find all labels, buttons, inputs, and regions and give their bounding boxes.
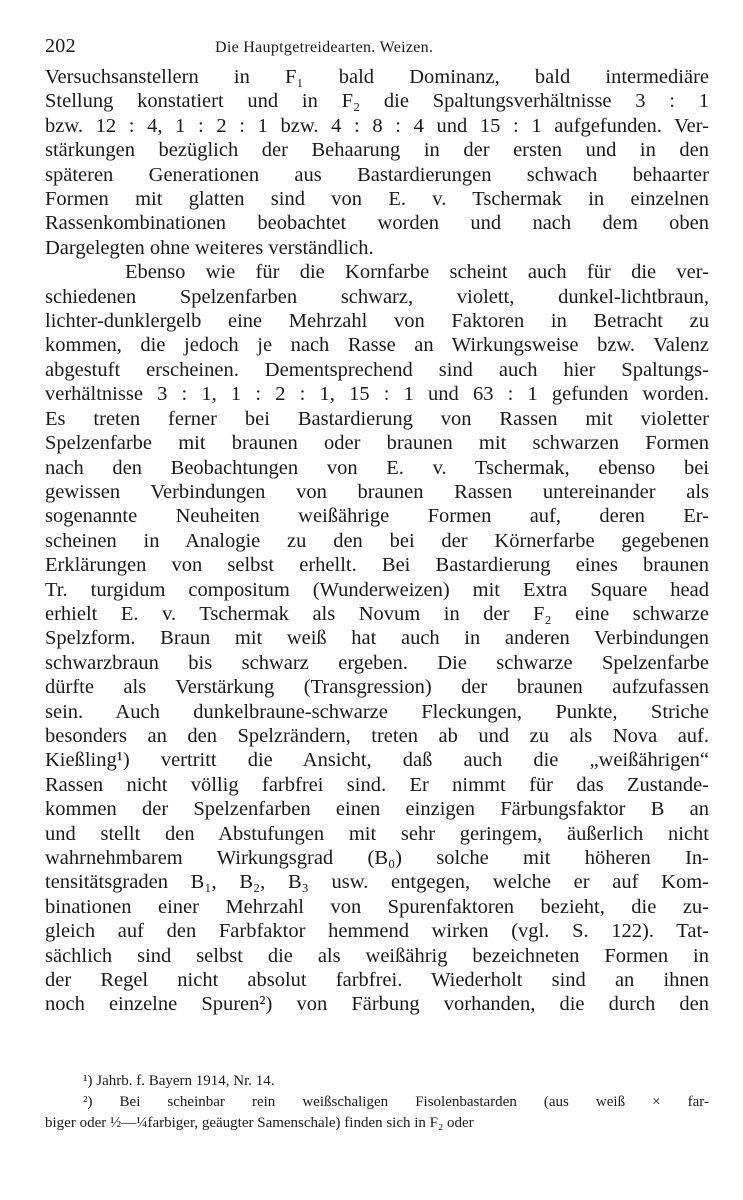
text-line: Spelzenfarbe mit braunen oder braunen mit schwarzen Formen	[45, 432, 709, 455]
text-line: abgestuft erscheinen. Dementsprechend sind auch hier Spaltungs-	[45, 358, 709, 381]
text-line: wahrnehmbarem Wirkungsgrad (B₀) solche mit höheren In-	[45, 847, 709, 869]
text-line: stärkungen bezüglich der Behaarung in der ersten und in den	[45, 139, 709, 162]
text-line: binationen einer Mehrzahl von Spurenfaktoren bezieht, die zu-	[45, 895, 709, 918]
running-head: Die Hauptgetreidearten. Weizen.	[215, 39, 434, 56]
text-line: späteren Generationen aus Bastardierungen schwach behaarter	[45, 163, 709, 186]
text-line: sogenannte Neuheiten weißährige Formen auf, deren Er-	[45, 505, 709, 528]
text-line: erhielt E. v. Tschermak als Novum in der F₂ eine schwarze	[45, 602, 709, 625]
page-header	[45, 35, 709, 65]
text-line: Tr. turgidum compositum (Wunderweizen) mit Extra Square head	[45, 578, 709, 601]
text-line: noch einzelne Spuren²) von Färbung vorhanden, die durch den	[45, 993, 709, 1016]
footnotes	[45, 1071, 709, 1134]
text-line: kommen der Spelzenfarben einen einzigen Färbungsfaktor B an	[45, 798, 709, 821]
text-line: Versuchsanstellern in F₁ bald Dominanz, bald intermediäre	[45, 66, 709, 88]
text-line: Kießling¹) vertritt die Ansicht, daß auch die „weißährigen“	[45, 749, 709, 772]
footnote-1: ¹) Jahrb. f. Bayern 1914, Nr. 14.	[83, 1073, 275, 1089]
text-line: Ebenso wie für die Kornfarbe scheint auch für die ver-	[125, 261, 709, 284]
text-line: Erklärungen von selbst erhellt. Bei Bastardierung eines braunen	[45, 554, 709, 577]
page-number: 202	[45, 35, 76, 57]
text-line: dürfte als Verstärkung (Transgression) der braunen aufzufassen	[45, 676, 709, 699]
footnote-2-continued: biger oder ½—¼farbiger, geäugter Samenschale) finden sich in F₂ oder	[45, 1115, 474, 1131]
text-line: Formen mit glatten sind von E. v. Tschermak in einzelnen	[45, 188, 709, 211]
text-line: nach den Beobachtungen von E. v. Tschermak, ebenso bei	[45, 456, 709, 479]
text-line: lichter-dunklergelb eine Mehrzahl von Faktoren in Betracht zu	[45, 310, 709, 333]
text-line: Es treten ferner bei Bastardierung von Rassen mit violetter	[45, 407, 709, 430]
footnote-2: ²) Bei scheinbar rein weißschaligen Fisolenbastarden (aus weiß × far-	[83, 1094, 709, 1110]
text-line: Dargelegten ohne weiteres verständlich.	[45, 236, 374, 259]
text-line: tensitätsgraden B₁, B₂, B₃ usw. entgegen, welche er auf Kom-	[45, 871, 709, 894]
text-line: der Regel nicht absolut farbfrei. Wiederholt sind an ihnen	[45, 969, 709, 992]
text-line: sächlich sind selbst die als weißährig bezeichneten Formen in	[45, 944, 709, 967]
text-line: verhältnisse 3 : 1, 1 : 2 : 1, 15 : 1 und 63 : 1 gefunden worden.	[45, 383, 709, 406]
text-line: Rassenkombinationen beobachtet worden und nach dem oben	[45, 212, 709, 235]
text-line: Spelzform. Braun mit weiß hat auch in anderen Verbindungen	[45, 627, 709, 650]
text-line: Stellung konstatiert und in F₂ die Spaltungsverhältnisse 3 : 1	[45, 90, 709, 113]
text-line: scheinen in Analogie zu den bei der Körnerfarbe gegebenen	[45, 529, 709, 552]
text-line: Rassen nicht völlig farbfrei sind. Er nimmt für das Zustande-	[45, 773, 709, 796]
text-line: schiedenen Spelzenfarben schwarz, violett, dunkel-lichtbraun,	[45, 285, 709, 308]
body-text	[45, 65, 709, 1017]
text-line: schwarzbraun bis schwarz ergeben. Die schwarze Spelzenfarbe	[45, 651, 709, 674]
text-line: sein. Auch dunkelbraune-schwarze Fleckungen, Punkte, Striche	[45, 700, 709, 723]
text-line: besonders an den Spelzrändern, treten ab und zu als Nova auf.	[45, 724, 709, 747]
text-line: gewissen Verbindungen von braunen Rassen untereinander als	[45, 480, 709, 503]
text-line: gleich auf den Farbfaktor hemmend wirken (vgl. S. 122). Tat-	[45, 920, 709, 943]
text-line: kommen, die jedoch je nach Rasse an Wirkungsweise bzw. Valenz	[45, 334, 709, 357]
text-line: bzw. 12 : 4, 1 : 2 : 1 bzw. 4 : 8 : 4 und 15 : 1 aufgefunden. Ver-	[45, 114, 709, 137]
text-line: und stellt den Abstufungen mit sehr geringem, äußerlich nicht	[45, 822, 709, 845]
